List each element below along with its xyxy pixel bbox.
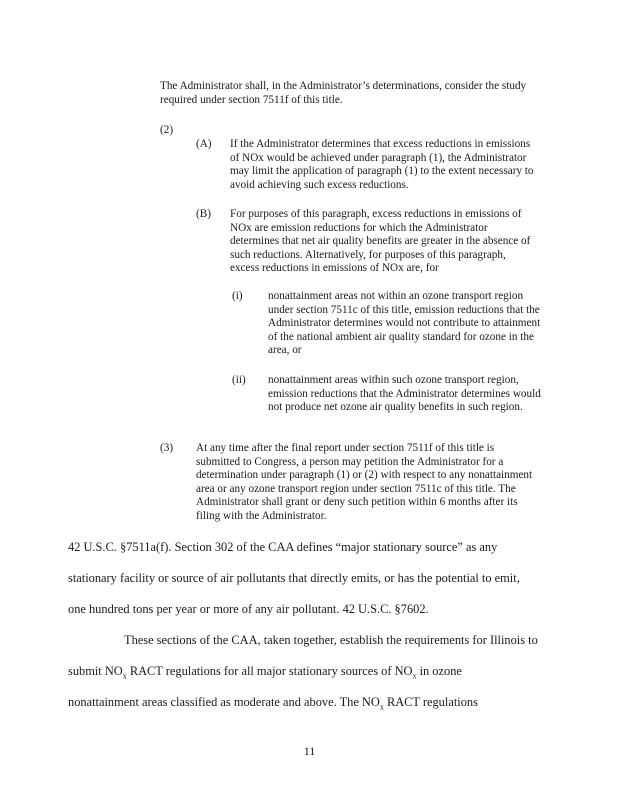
body-line-5 <box>68 664 548 681</box>
body-line-5-part-b: RACT regulations for all major stationary sources of NO <box>126 664 413 678</box>
subparagraph-b-label: (B) <box>196 208 211 220</box>
subscript-x: x <box>379 702 384 712</box>
subscript-x: x <box>412 671 417 681</box>
body-line-3: one hundred tons per year or more of any air pollutant. 42 U.S.C. §7602. <box>68 602 429 616</box>
quote-intro: The Administrator shall, in the Administrator’s determinations, consider the study required under section 7511f of this title. <box>160 80 527 106</box>
subparagraph-a-text: If the Administrator determines that excess reductions in emissions of NOx would be achieved under paragraph (1), the Administrator may limit the application of paragraph (1) to the extent necessary to avoid achieving such excess reductions. <box>230 138 534 191</box>
page-number: 11 <box>303 744 316 758</box>
subscript-x: x <box>122 671 127 681</box>
body-line-6-part-a: nonattainment areas classified as moderate and above. The NO <box>68 695 380 709</box>
body-line-6 <box>68 695 548 712</box>
body-line-1: 42 U.S.C. §7511a(f). Section 302 of the CAA defines “major stationary source” as any <box>68 540 498 554</box>
clause-i-label: (i) <box>232 290 243 302</box>
paragraph-3-text: At any time after the final report under section 7511f of this title is submitted to Congress, a person may petition the Administrator for a determination under paragraph (1) or (2) with respect to any nonattainment area or any ozone transport region under section 7511c of this title. The Administrator shall grant or deny such petition within 6 months after its filing with the Administrator. <box>196 442 533 522</box>
body-line-6-part-b: RACT regulations <box>383 695 478 709</box>
clause-i-text: nonattainment areas not within an ozone transport region under section 7511c of this title, emission reductions that the Administrator determines would not contribute to attainment of the national ambient air quality standard for ozone in the area, or <box>268 290 541 357</box>
paragraph-2-label: (2) <box>160 124 174 136</box>
subparagraph-a-label: (A) <box>196 138 212 150</box>
body-line-4: These sections of the CAA, taken together, establish the requirements for Illinois to <box>124 633 538 647</box>
body-line-5-part-c: in ozone <box>416 664 462 678</box>
clause-ii-label: (ii) <box>232 374 246 386</box>
paragraph-3-label: (3) <box>160 442 174 454</box>
clause-ii-text: nonattainment areas within such ozone transport region, emission reductions that the Administrator determines would not produce net ozone air quality benefits in such region. <box>268 374 541 414</box>
subparagraph-b-text: For purposes of this paragraph, excess reductions in emissions of NOx are emission reductions for which the Administrator determines that net air quality benefits are greater in the absence of such reductions. Alternatively, for purposes of this paragraph, excess reductions in emissions of NOx are, for <box>230 208 531 275</box>
body-line-5-part-a: submit NO <box>68 664 123 678</box>
body-line-2: stationary facility or source of air pollutants that directly emits, or has the potential to emit, <box>68 571 520 585</box>
